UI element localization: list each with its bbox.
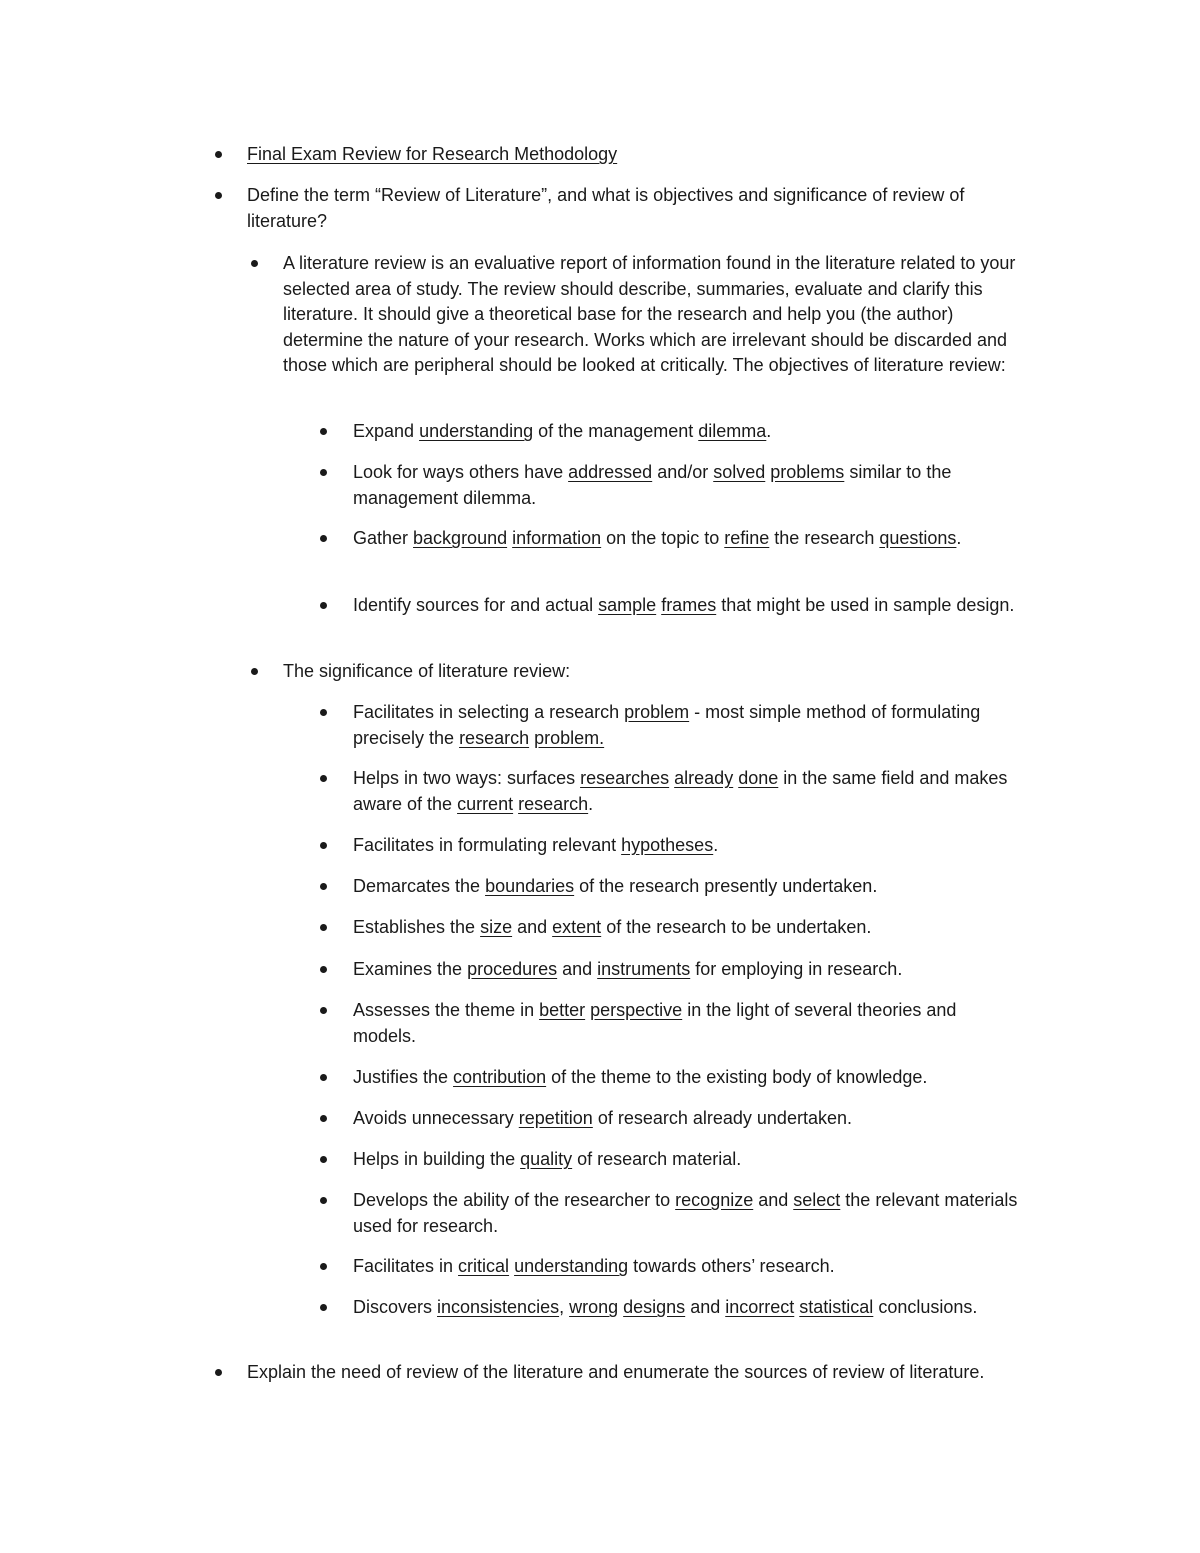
significance-item-text — [353, 768, 1007, 814]
text-segment: Facilitates in formulating relevant — [353, 835, 622, 855]
underlined-term: wrong — [569, 1297, 619, 1317]
text-segment: Helps in two ways: surfaces — [353, 768, 581, 788]
significance-item — [353, 766, 1023, 817]
significance-item-text — [353, 917, 871, 937]
question-1-text: Define the term “Review of Literature”, and what is objectives and significance of review of literature? — [247, 185, 965, 231]
underlined-term: dilemma — [698, 421, 767, 441]
text-segment: Demarcates the — [353, 876, 486, 896]
text-segment: of the research to be undertaken. — [601, 917, 872, 937]
text-segment: . — [588, 793, 594, 814]
underlined-term: problems — [770, 462, 845, 482]
significance-item — [353, 833, 1023, 859]
underlined-term: critical — [458, 1256, 510, 1276]
objective-item — [353, 526, 1023, 552]
bullet-icon — [320, 883, 327, 890]
underlined-term: frames — [661, 595, 717, 615]
text-segment: . — [713, 835, 719, 855]
objective-item — [353, 460, 1023, 511]
question-2-text: Explain the need of review of the literature and enumerate the sources of review of literature. — [247, 1362, 985, 1382]
underlined-term: designs — [623, 1297, 686, 1317]
objective-item-text — [353, 595, 1014, 615]
text-segment: that might be used in sample design. — [716, 595, 1015, 615]
answer-intro-item — [283, 251, 1018, 379]
underlined-term: understanding — [514, 1256, 629, 1276]
text-segment: Establishes the — [353, 917, 481, 937]
underlined-term: background — [413, 528, 508, 548]
underlined-term: repetition — [518, 1108, 593, 1128]
significance-item — [353, 700, 1023, 751]
underlined-term: inconsistencies — [437, 1297, 560, 1317]
text-segment: similar to the management dilemma. — [353, 462, 952, 508]
significance-item — [353, 1106, 1023, 1132]
significance-item — [353, 874, 1023, 900]
text-segment: and — [557, 959, 598, 979]
underlined-term: addressed — [568, 462, 653, 482]
underlined-term: sample — [598, 595, 657, 615]
significance-item — [353, 1147, 1023, 1173]
text-segment: in the light of several theories and models. — [353, 1000, 957, 1046]
underlined-term: boundaries — [485, 876, 575, 896]
text-segment: , — [559, 1297, 570, 1317]
underlined-term: select — [793, 1190, 841, 1210]
underlined-term: incorrect — [725, 1297, 795, 1317]
question-1-item — [247, 183, 1047, 234]
significance-item-text — [353, 1190, 1017, 1236]
text-segment: the research — [769, 528, 880, 548]
significance-item-text — [353, 835, 718, 855]
objective-item — [353, 593, 1023, 619]
underlined-term: research — [518, 793, 589, 814]
text-segment: Develops the ability of the researcher to — [353, 1190, 676, 1210]
significance-item-text — [353, 1000, 956, 1046]
significance-item — [353, 957, 1023, 983]
bullet-icon — [320, 1007, 327, 1014]
bullet-icon — [215, 151, 222, 158]
bullet-icon — [320, 602, 327, 609]
text-segment: and — [512, 917, 553, 937]
significance-item-text — [353, 1108, 852, 1128]
bullet-icon — [320, 1197, 327, 1204]
text-segment: Identify sources for and actual — [353, 595, 599, 615]
title-item — [247, 142, 1047, 168]
underlined-term: contribution — [453, 1067, 547, 1087]
underlined-term: procedures — [467, 959, 558, 979]
bullet-icon — [251, 260, 258, 267]
underlined-term: done — [738, 768, 779, 788]
text-segment: Helps in building the — [353, 1149, 521, 1169]
document-title: Final Exam Review for Research Methodology — [247, 144, 618, 164]
underlined-term: size — [480, 917, 513, 937]
bullet-icon — [320, 1115, 327, 1122]
text-segment: Assesses the theme in — [353, 1000, 540, 1020]
significance-item — [353, 1065, 1023, 1091]
significance-heading: The significance of literature review: — [283, 661, 571, 681]
text-segment: Facilitates in selecting a research — [353, 702, 625, 722]
bullet-icon — [320, 428, 327, 435]
answer-intro-text: A literature review is an evaluative report of information found in the literature related to your selected area of study. The review should describe, summaries, evaluate and clarify this literature. It should give a theoretical base for the research and help you (the author) determine the nature of your research. Works which are irrelevant should be discarded and those which are peripheral should be looked at critically. The objectives of literature review: — [283, 253, 1016, 375]
text-segment: conclusions. — [873, 1297, 978, 1317]
underlined-term: current — [457, 793, 514, 814]
bullet-icon — [320, 1156, 327, 1163]
underlined-term: information — [512, 528, 602, 548]
text-segment: of the theme to the existing body of knowledge. — [546, 1067, 928, 1087]
text-segment: of the research presently undertaken. — [574, 876, 878, 896]
significance-item — [353, 998, 1023, 1049]
text-segment: Discovers — [353, 1297, 438, 1317]
bullet-icon — [320, 842, 327, 849]
bullet-icon — [320, 1074, 327, 1081]
text-segment: Avoids unnecessary — [353, 1108, 519, 1128]
bullet-icon — [251, 668, 258, 675]
underlined-term: extent — [552, 917, 602, 937]
significance-item-text — [353, 1297, 977, 1317]
significance-item-text — [353, 702, 980, 748]
underlined-term: refine — [724, 528, 770, 548]
underlined-term: problem — [624, 702, 690, 722]
underlined-term: already — [674, 768, 734, 788]
underlined-term: perspective — [590, 1000, 683, 1020]
bullet-icon — [320, 966, 327, 973]
text-segment: on the topic to — [601, 528, 725, 548]
significance-item-text — [353, 876, 877, 896]
bullet-icon — [320, 775, 327, 782]
objective-item-text — [353, 528, 961, 548]
bullet-icon — [320, 1263, 327, 1270]
text-segment: Facilitates in — [353, 1256, 459, 1276]
underlined-term: questions — [879, 528, 957, 548]
bullet-icon — [320, 469, 327, 476]
bullet-icon — [320, 1304, 327, 1311]
text-segment: for employing in research. — [690, 959, 903, 979]
underlined-term: better — [539, 1000, 586, 1020]
significance-item — [353, 1254, 1023, 1280]
text-segment: of the management — [533, 421, 699, 441]
significance-item-text — [353, 959, 902, 979]
underlined-term: problem. — [534, 727, 605, 748]
text-segment: the relevant materials used for research. — [353, 1190, 1018, 1236]
underlined-term: instruments — [597, 959, 691, 979]
bullet-icon — [320, 535, 327, 542]
text-segment: Justifies the — [353, 1067, 454, 1087]
significance-item — [353, 1295, 1023, 1321]
text-segment: of research material. — [572, 1149, 742, 1169]
text-segment: and — [753, 1190, 794, 1210]
text-segment: - most simple method of formulating precisely the — [353, 702, 981, 748]
question-2-item — [247, 1360, 1047, 1386]
underlined-term: quality — [520, 1149, 573, 1169]
text-segment: . — [956, 528, 962, 548]
underlined-term: solved — [713, 462, 766, 482]
underlined-term: recognize — [675, 1190, 754, 1210]
text-segment: of research already undertaken. — [592, 1108, 852, 1128]
underlined-term: understanding — [419, 421, 534, 441]
text-segment: . — [766, 421, 772, 441]
bullet-icon — [320, 709, 327, 716]
significance-item-text — [353, 1149, 741, 1169]
text-segment: and — [685, 1297, 726, 1317]
underlined-term: researches — [580, 768, 670, 788]
bullet-icon — [320, 924, 327, 931]
underlined-term: statistical — [799, 1297, 874, 1317]
text-segment: Gather — [353, 528, 414, 548]
bullet-icon — [215, 1369, 222, 1376]
significance-item — [353, 915, 1023, 941]
objective-item-text — [353, 421, 771, 441]
significance-item — [353, 1188, 1023, 1239]
text-segment: Expand — [353, 421, 420, 441]
underlined-term: research — [459, 727, 530, 748]
objective-item — [353, 419, 1023, 445]
significance-heading-item — [283, 659, 1023, 685]
underlined-term: hypotheses — [621, 835, 714, 855]
objective-item-text — [353, 462, 951, 508]
text-segment: and/or — [652, 462, 714, 482]
text-segment: Look for ways others have — [353, 462, 569, 482]
text-segment: in the same field and makes aware of the — [353, 768, 1008, 814]
significance-item-text — [353, 1256, 835, 1276]
significance-item-text — [353, 1067, 927, 1087]
bullet-icon — [215, 192, 222, 199]
text-segment: Examines the — [353, 959, 468, 979]
text-segment: towards others’ research. — [628, 1256, 835, 1276]
